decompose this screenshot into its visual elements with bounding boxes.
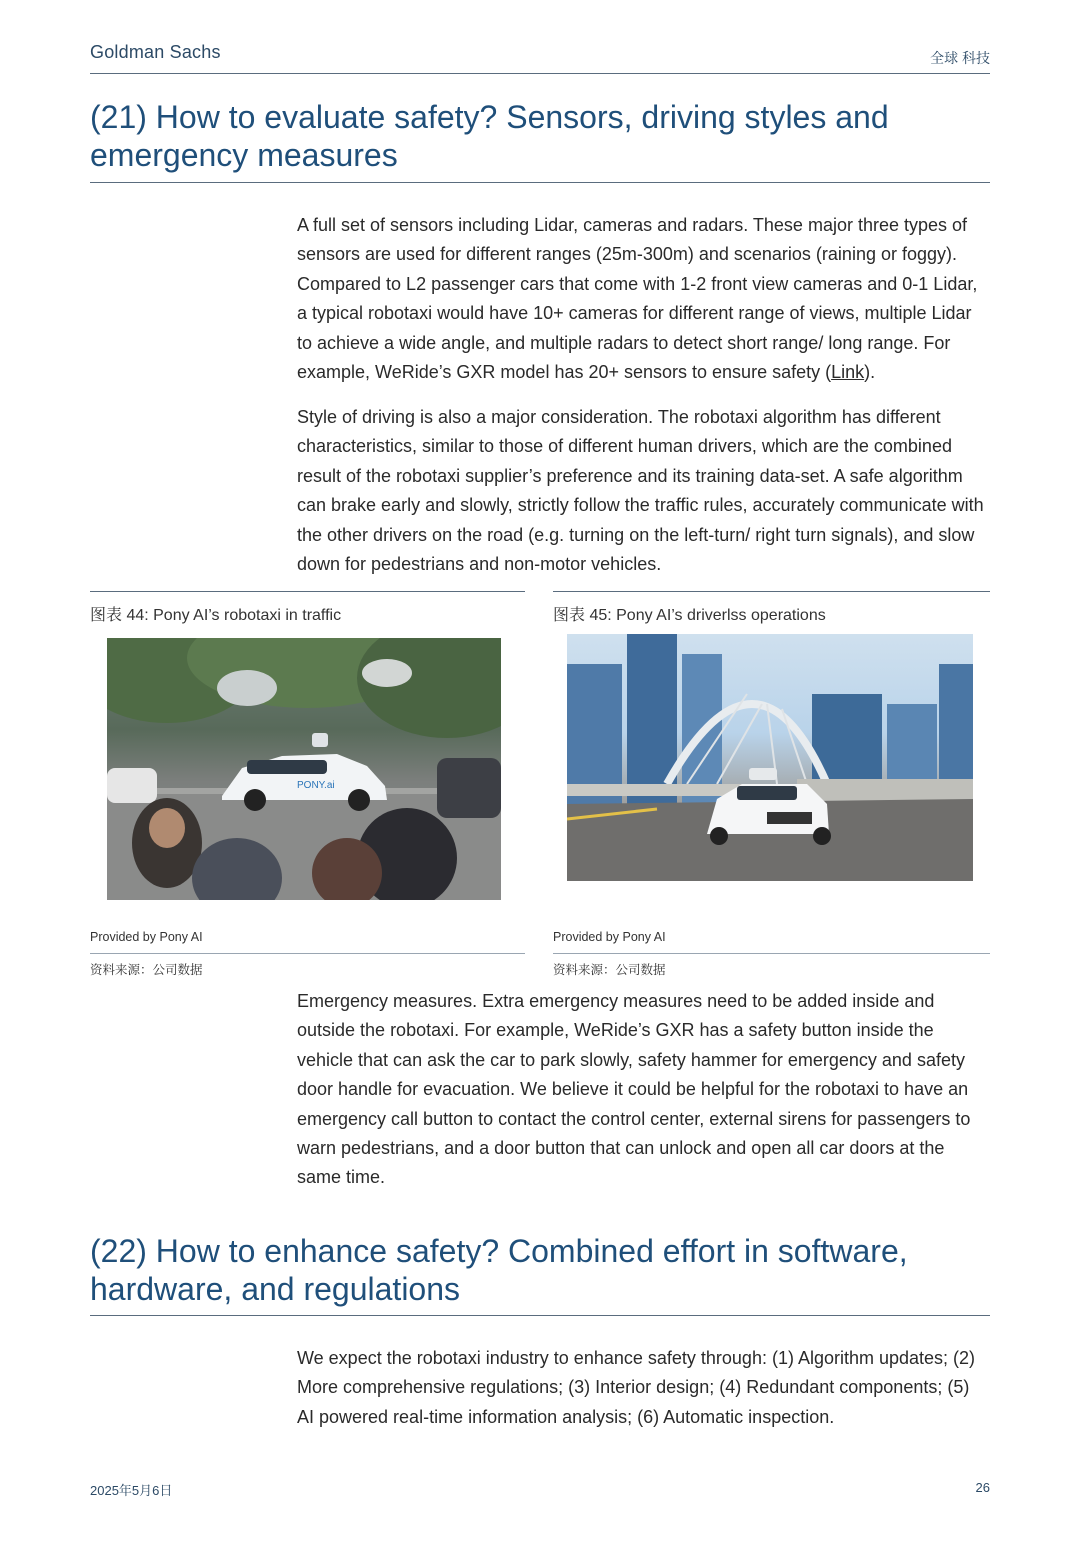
figure45-caption: Provided by Pony AI <box>553 930 666 944</box>
header-rule <box>90 73 990 74</box>
section21-rule <box>90 182 990 183</box>
figure45-mid-rule <box>553 953 990 954</box>
figure45-photo <box>567 634 973 881</box>
figure44-caption: Provided by Pony AI <box>90 930 203 944</box>
section22-rule <box>90 1315 990 1316</box>
figure44-source: 资料来源：公司数据 <box>90 963 203 977</box>
figure44-title: 图表 44: Pony AI’s robotaxi in traffic <box>90 607 342 624</box>
section22-title-line2: hardware, and regulations <box>90 1271 461 1307</box>
sensors-paragraph-text: A full set of sensors including Lidar, cameras and radars. These major three types of sensors are used for different ranges (25m-300m) and scenarios (raining or foggy). Compared to L2 passenger cars that come with 1-2 front view cameras and 0-1 Lidar, a typical robotaxi would have 10+ cameras for different range of views, multiple Lidar to achieve a wide angle, and multiple radars to detect short range/ long range. For example, WeRide’s GXR model has 20+ sensors to ensure safety ( <box>297 215 978 383</box>
sensors-paragraph <box>297 211 990 387</box>
figure44-top-rule <box>90 591 525 592</box>
section21-title <box>90 98 990 174</box>
vehicle-text: PONY.ai <box>297 780 335 791</box>
street-scene-image <box>107 638 501 900</box>
section-label: 全球 科技 <box>930 50 990 66</box>
section21-title-line2: emergency measures <box>90 137 398 173</box>
figure45-top-rule <box>553 591 990 592</box>
emergency-paragraph: Emergency measures. Extra emergency measures need to be added inside and outside the robotaxi. For example, WeRide’s GXR has a safety button inside the vehicle that can ask the car to park slowly, safety hammer for emergency and safety door handle for evacuation. We believe it could be helpful for the robotaxi to have an emergency call button to contact the control center, external sirens for passengers to warn pedestrians, and a door button that can unlock and open all car doors at the same time. <box>297 991 971 1188</box>
footer-date: 2025年5月6日 <box>90 1483 173 1498</box>
page-number: 26 <box>975 1480 990 1495</box>
brand-name: Goldman Sachs <box>90 42 221 62</box>
figure44-photo <box>107 638 501 900</box>
driving-style-paragraph: Style of driving is also a major consideration. The robotaxi algorithm has different characteristics, similar to those of different human drivers, which are the combined result of the robotaxi supplier’s preference and its training data-set. A safe algorithm can brake early and slowly, strictly follow the traffic rules, accurately communicate with the other drivers on the road (e.g. turning on the left-turn/ right turn signals), and slow down for pedestrians and non-motor vehicles. <box>297 407 984 575</box>
section21-title-line1: (21) How to evaluate safety? Sensors, driving styles and <box>90 99 889 135</box>
sensors-link[interactable]: Link <box>831 362 865 383</box>
figure44-mid-rule <box>90 953 525 954</box>
figure45-title: 图表 45: Pony AI’s driverlss operations <box>553 607 826 624</box>
enhance-safety-paragraph: We expect the robotaxi industry to enhance safety through: (1) Algorithm updates; (2) More comprehensive regulations; (3) Interior design; (4) Redundant components; (5) AI powered real-time information analysis; (6) Automatic inspection. <box>297 1348 976 1427</box>
section22-title <box>90 1232 990 1308</box>
sensors-paragraph-end: ). <box>864 362 876 383</box>
figure45-source: 资料来源：公司数据 <box>553 963 666 977</box>
bridge-scene-image <box>567 634 973 881</box>
section22-title-line1: (22) How to enhance safety? Combined effort in software, <box>90 1233 908 1269</box>
